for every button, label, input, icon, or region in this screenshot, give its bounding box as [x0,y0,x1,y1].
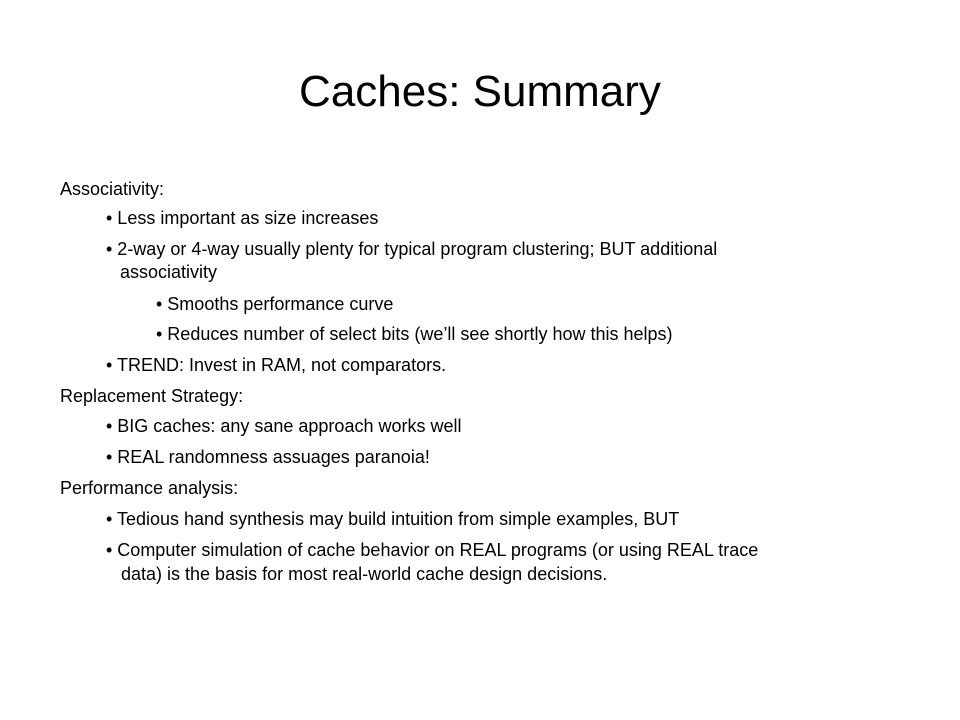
bullet-two-way-continuation: associativity [120,262,218,282]
slide-title: Caches: Summary [299,67,661,116]
section-heading-replacement: Replacement Strategy: [60,386,244,406]
bullet-big-caches: • BIG caches: any sane approach works well [106,416,462,436]
bullet-hand-synthesis: • Tedious hand synthesis may build intuition from simple examples, BUT [106,509,680,529]
bullet-randomness: • REAL randomness assuages paranoia! [106,447,430,467]
bullet-two-way: • 2-way or 4-way usually plenty for typical program clustering; BUT additional [106,239,718,259]
subbullet-select-bits: • Reduces number of select bits (we’ll see shortly how this helps) [156,324,673,344]
bullet-simulation-continuation: data) is the basis for most real-world cache design decisions. [121,564,608,584]
bullet-simulation: • Computer simulation of cache behavior on REAL programs (or using REAL trace [106,540,759,560]
bullet-trend: • TREND: Invest in RAM, not comparators. [106,355,447,375]
subbullet-smooths: • Smooths performance curve [156,294,394,314]
bullet-size: • Less important as size increases [106,208,379,228]
section-heading-performance: Performance analysis: [60,478,239,498]
section-heading-associativity: Associativity: [60,179,165,199]
